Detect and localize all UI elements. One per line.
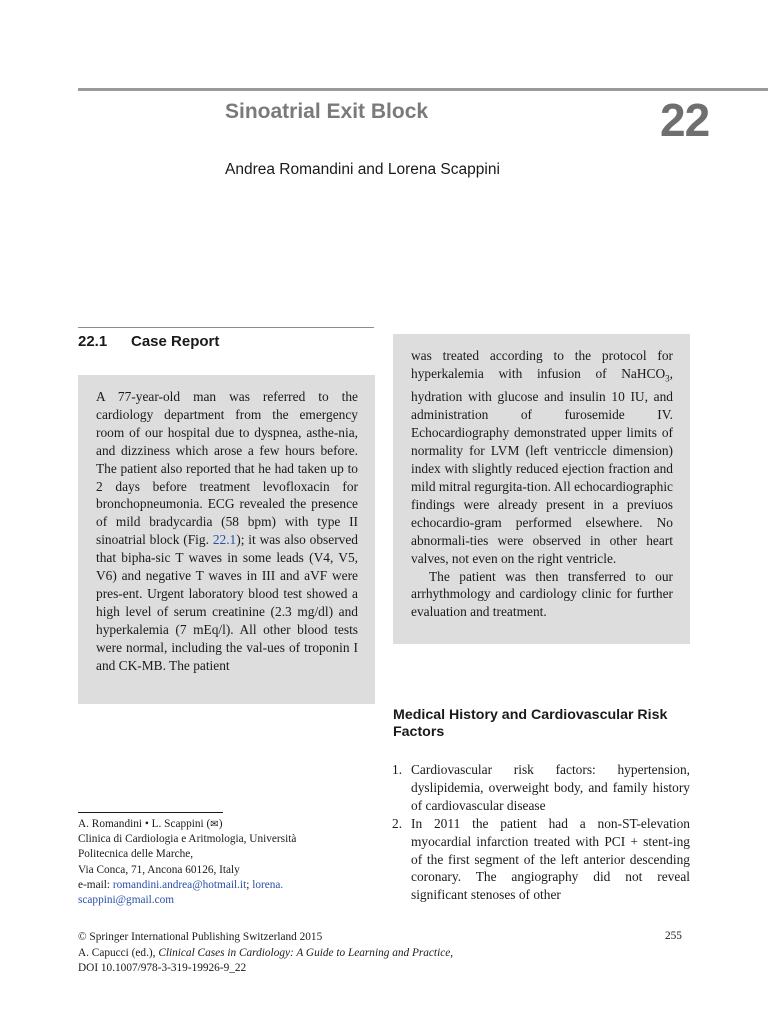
citation-title: Clinical Cases in Cardiology: A Guide to Learning and Practice (158, 946, 451, 959)
list-item (393, 761, 690, 815)
list-item-text: In 2011 the patient had a non-ST-elevation myocardial infarction treated with PCI + stent-ing of the first segment of the left anterior descending coronary. The angiography did not reveal significant stenoses of other (411, 815, 690, 903)
copyright: © Springer International Publishing Switzerland 2015 (78, 931, 323, 943)
email-link-2b[interactable]: scappini@gmail.com (78, 894, 175, 907)
list-item-text: Cardiovascular risk factors: hypertension, dyslipidemia, overweight body, and family history of cardiovascular disease (411, 762, 690, 813)
case-left-text-a: A 77-year-old man was referred to the cardiology department from the emergency room of our hospital due to dyspnea, asthe-nia, and dizziness which arose a few hours before. The patient also reported that he had taken up to 2 days before treatment levofloxacin for bronchopneumonia. ECG revealed the presence of mild bradycardia (58 bpm) with type II sinoatrial block (Fig. (96, 389, 358, 548)
publication-info (78, 930, 690, 977)
author-footnote (78, 817, 378, 908)
history-list (393, 761, 690, 904)
case-report-text-right (411, 347, 673, 621)
chapter-number: 22 (660, 94, 710, 146)
case-report-box-left (78, 375, 375, 704)
email-label: e-mail: (78, 878, 113, 891)
page-number: 255 (665, 930, 682, 942)
list-item-number: 1. (392, 762, 403, 777)
list-item (393, 815, 690, 905)
citation-comma: , (450, 946, 454, 959)
figure-link[interactable]: 22.1 (212, 532, 237, 548)
footnote-university: Politecnica delle Marche, (78, 848, 194, 861)
footnote-address: Via Conca, 71, Ancona 60126, Italy (78, 863, 240, 876)
doi: DOI 10.1007/978-3-319-19926-9_22 (78, 962, 247, 974)
section-title: Case Report (131, 333, 220, 350)
email-link-2a[interactable]: lorena. (252, 878, 284, 891)
footnote-paren: ) (218, 818, 223, 830)
chapter-title: Sinoatrial Exit Block (225, 100, 429, 123)
citation-editor: A. Capucci (ed.), (78, 946, 159, 959)
footnote-authors: A. Romandini • L. Scappini ( (78, 818, 211, 830)
email-link-1[interactable]: romandini.andrea@hotmail.it (112, 878, 247, 891)
history-heading: Medical History and Cardiovascular Risk Factors (393, 707, 668, 740)
top-rule (78, 88, 768, 91)
case-report-text-left (96, 388, 358, 675)
footnote-rule (78, 812, 223, 813)
case-right-text-a: was treated according to the protocol for hyperkalemia with infusion of NaHCO (411, 348, 673, 381)
section-rule (78, 327, 374, 328)
section-heading (78, 333, 219, 350)
envelope-icon: ✉ (210, 819, 219, 830)
case-right-text-b: , hydration with glucose and insulin 10 IU, and administration of furosemide IV. Echocardiography demonstrated upper limits of normality for LVM (left ventriccle dimension) index with slightly reduced ejection fraction and mild mitral regurgita-tion. All echocardiographic findings were already present in a previuos echocardio-gram performed elsewhere. No abnormali-ties were observed in other heart valves, not even on the right ventricle. (411, 365, 673, 566)
case-report-box-right (393, 334, 690, 644)
chapter-authors: Andrea Romandini and Lorena Scappini (225, 161, 500, 178)
email-separator: ; (246, 878, 253, 891)
case-right-paragraph-2: The patient was then transferred to our arrhythmology and cardiology clinic for further evaluation and treatment. (411, 568, 673, 620)
section-number: 22.1 (78, 333, 108, 350)
case-left-text-b: ); it was also observed that bipha-sic T waves in some leads (V4, V5, V6) and negative T waves in III and aVF were pres-ent. Urgent laboratory blood test showed a high level of serum creatinine (2.3 mg/dl) and hyperkalemia (7 mEq/l). All other blood tests were normal, including the val-ues of troponin I and CK-MB. The patient (96, 532, 359, 673)
subscript-3: 3 (665, 373, 670, 384)
footnote-affiliation: Clinica di Cardiologia e Aritmologia, Università (78, 833, 297, 846)
list-item-number: 2. (392, 815, 403, 831)
